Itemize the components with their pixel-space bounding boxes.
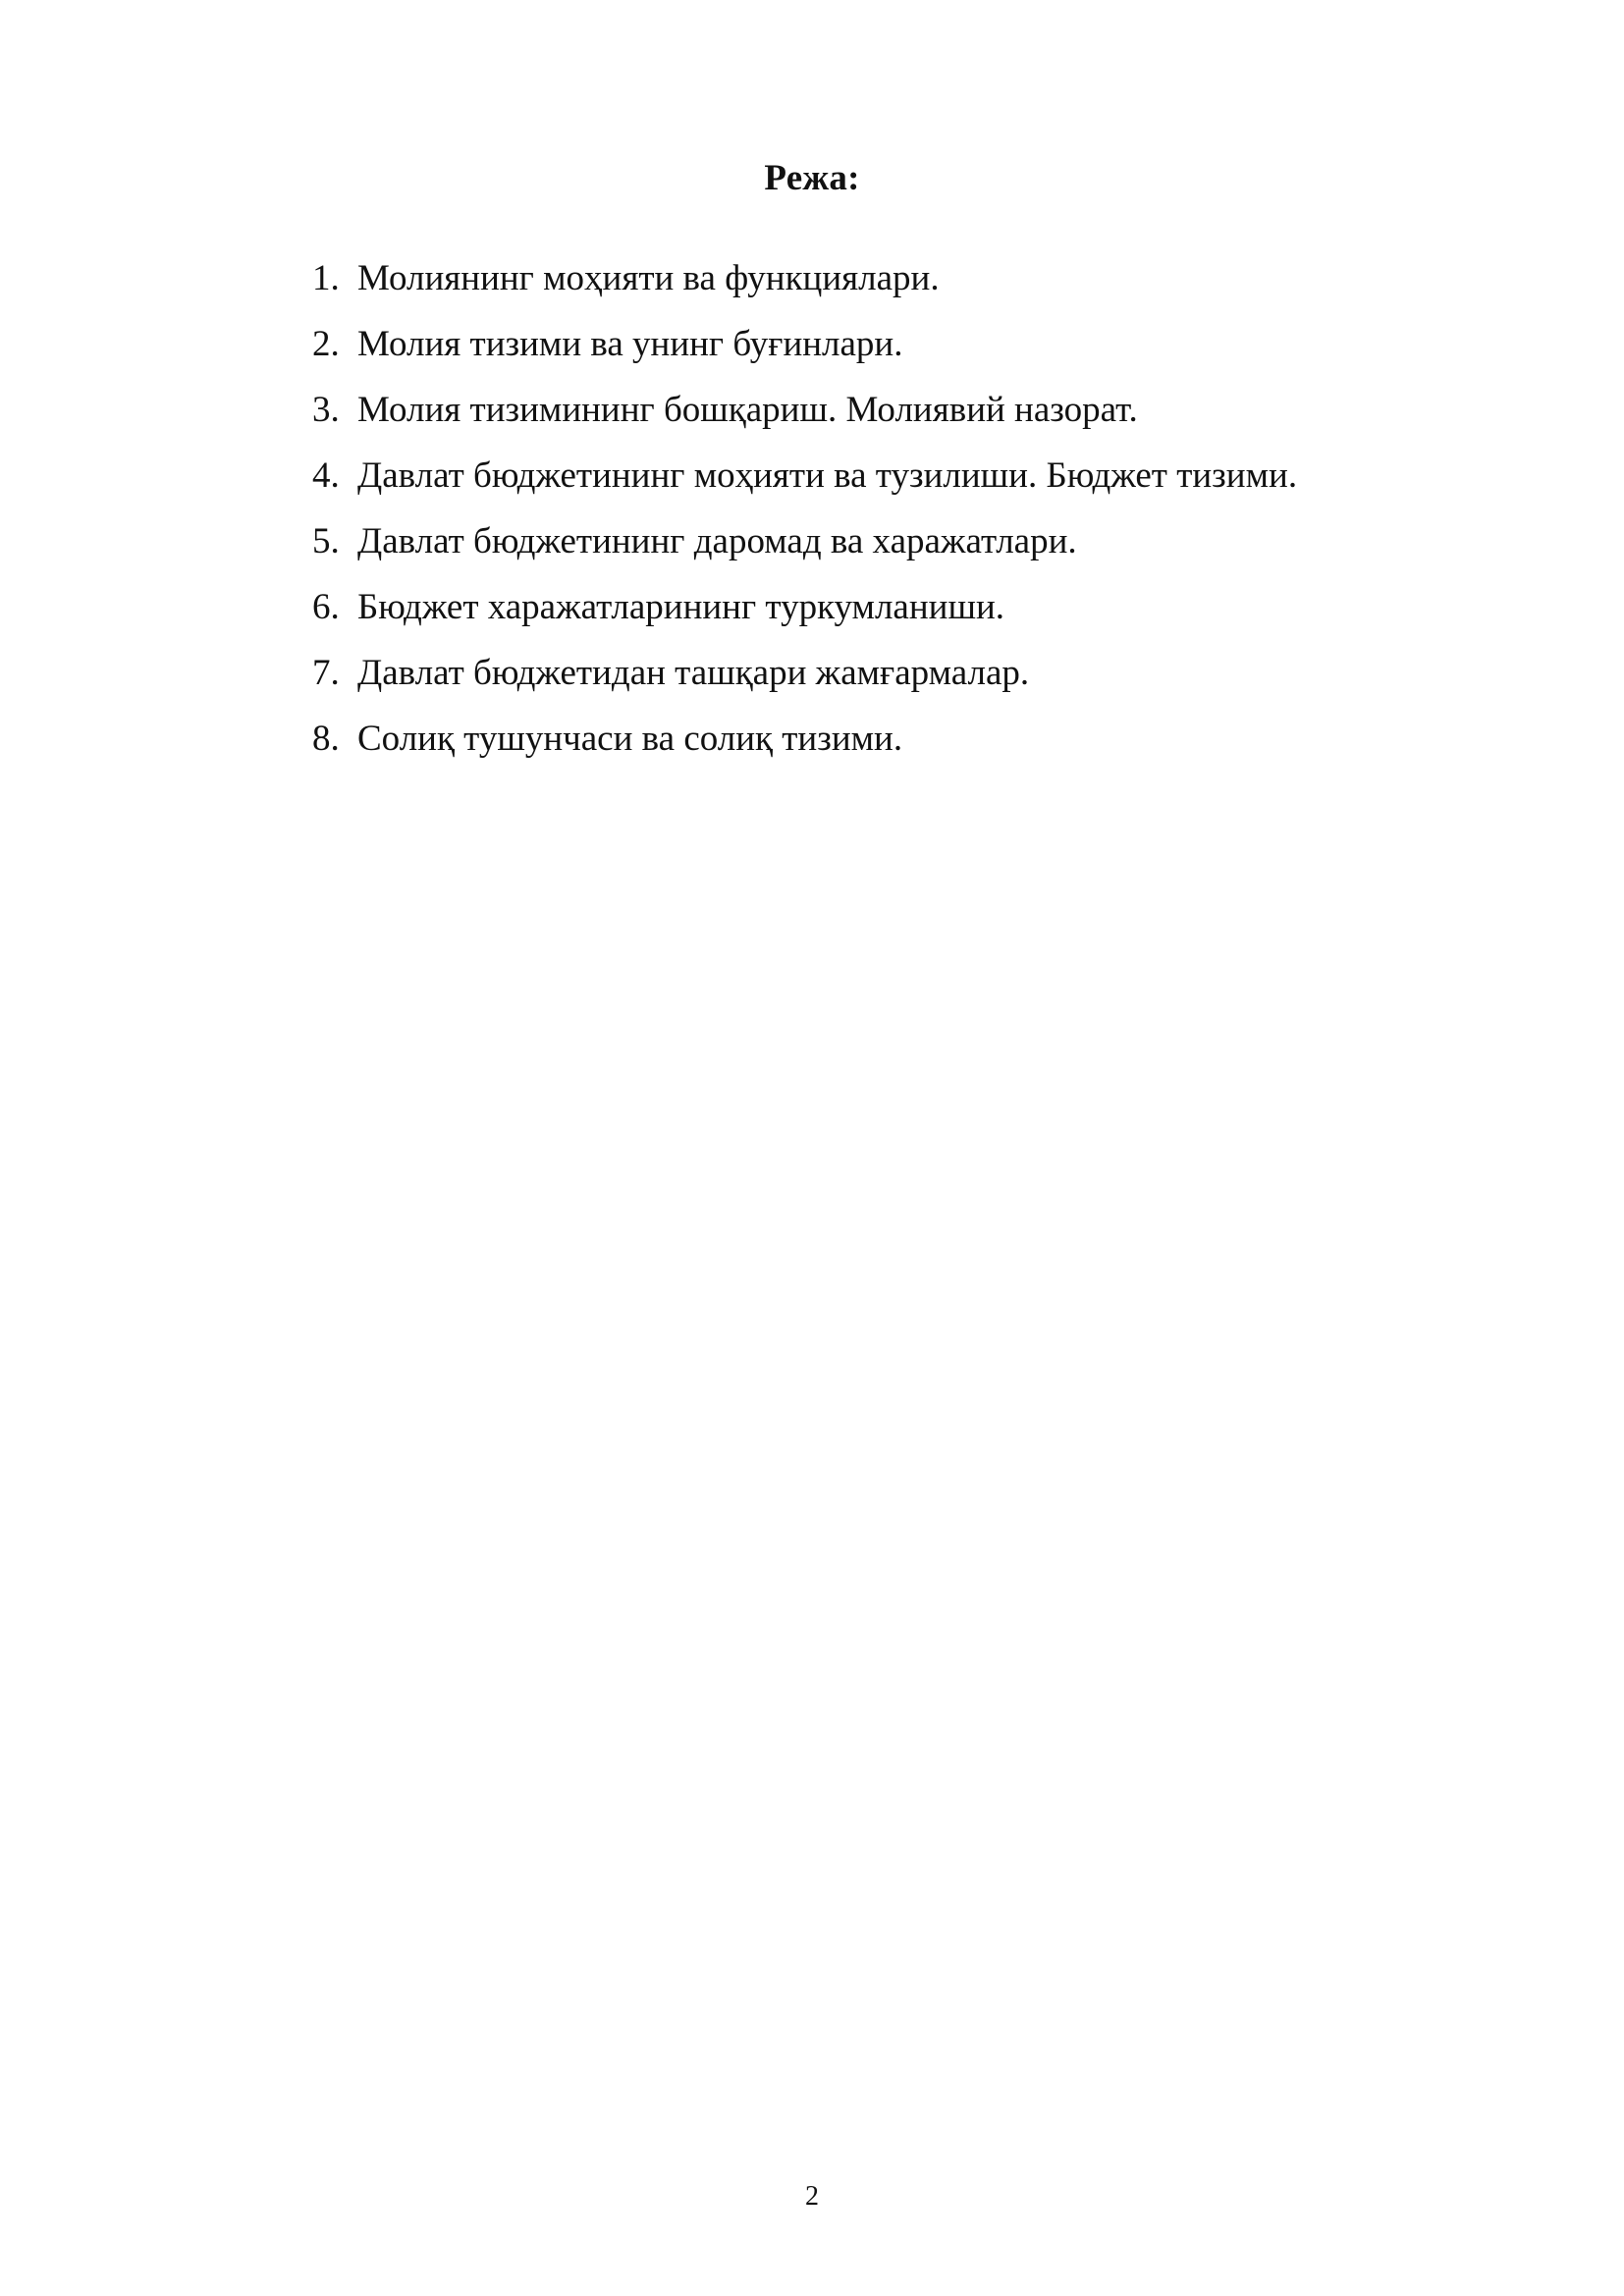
- page-title: Режа:: [764, 158, 860, 198]
- list-item: [312, 520, 1412, 586]
- list-item: [312, 389, 1412, 454]
- list-item-text: Давлат бюджетининг моҳияти ва тузилиши. Бюджет тизими.: [357, 455, 1298, 496]
- list-item: [312, 454, 1412, 520]
- list-item-number: 5.: [312, 521, 340, 561]
- list-item-number: 3.: [312, 390, 340, 430]
- list-item-number: 8.: [312, 719, 340, 759]
- list-item-text: Бюджет харажатларининг туркумланиши.: [357, 587, 1004, 627]
- list-item: [312, 323, 1412, 389]
- list-item-text: Молия тизимининг бошқариш. Молиявий назорат.: [357, 390, 1138, 430]
- page-number: 2: [805, 2181, 819, 2212]
- list-item-number: 7.: [312, 653, 340, 693]
- list-item: [312, 257, 1412, 323]
- plan-list: [312, 257, 1412, 783]
- list-item-number: 1.: [312, 258, 340, 298]
- list-item: [312, 718, 1412, 783]
- list-item: [312, 652, 1412, 718]
- list-item-text: Давлат бюджетининг даромад ва харажатлари.: [357, 521, 1077, 561]
- list-item-number: 4.: [312, 455, 340, 496]
- list-item-number: 2.: [312, 324, 340, 364]
- list-item-text: Давлат бюджетидан ташқари жамғармалар.: [357, 653, 1030, 693]
- list-item-text: Молиянинг моҳияти ва функциялари.: [357, 258, 940, 298]
- list-item-text: Молия тизими ва унинг буғинлари.: [357, 324, 903, 364]
- list-item-text: Солиқ тушунчаси ва солиқ тизими.: [357, 719, 903, 759]
- list-item-number: 6.: [312, 587, 340, 627]
- list-item: [312, 586, 1412, 652]
